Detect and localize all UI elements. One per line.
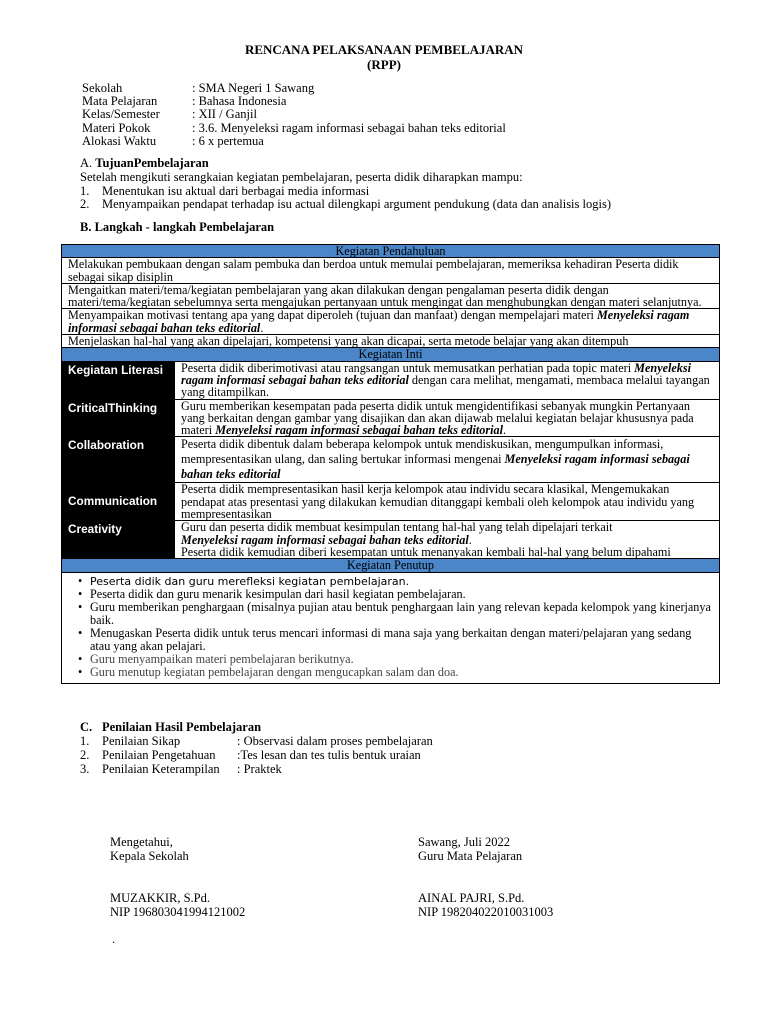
info-row: Alokasi Waktu : 6 x pertemua xyxy=(82,133,264,148)
teacher-name: AINAL PAJRI, S.Pd. xyxy=(418,891,525,905)
info-row: Mata Pelajaran : Bahasa Indonesia xyxy=(82,94,287,109)
list-item: • Guru menyampaikan materi pembelajaran berikutnya. xyxy=(78,651,354,666)
creativity-text: Guru dan peserta didik membuat kesimpulan tentang hal-hal yang telah dipelajari terkait Menyeleksi ragam informasi sebagai bahan teks editorial. Peserta didik kemudian diberi kesempatan untuk menanyakan kembali hal-hal yang belum dipahami xyxy=(175,521,720,559)
list-item: • Peserta didik dan guru menarik kesimpulan dari hasil kegiatan pembelajaran. xyxy=(78,586,466,601)
list-item: 1. Penilaian Sikap : Observasi dalam proses pembelajaran xyxy=(80,734,433,748)
section-a-body xyxy=(80,171,611,212)
creativity-label: Creativity xyxy=(62,521,175,559)
literasi-text: Peserta didik diberimotivasi atau rangsangan untuk memusatkan perhatian pada topic materi Menyeleksi ragam informasi sebagai bahan teks editorial dengan cara melihat, mengamati, membaca melalui tayangan yang ditampilkan. xyxy=(175,361,720,399)
table-row: Menjelaskan hal-hal yang akan dipelajari, kompetensi yang akan dicapai, serta metode belajar yang akan ditempuh xyxy=(62,335,720,348)
list-item: 3. Penilaian Keterampilan : Praktek xyxy=(80,762,282,776)
footer-dot: . xyxy=(112,932,116,946)
pendahuluan-header: Kegiatan Pendahuluan xyxy=(62,245,720,258)
info-row: Sekolah : SMA Negeri 1 Sawang xyxy=(82,81,315,95)
penutup-header: Kegiatan Penutup xyxy=(62,559,720,572)
list-item: • Guru memberikan penghargaan (misalnya pujian atau bentuk penghargaan lain yang relevan kepada kelompok yang kinerjanya baik. xyxy=(78,599,711,627)
section-a-heading: A. TujuanPembelajaran xyxy=(80,156,209,170)
table-row: Mengaitkan materi/tema/kegiatan pembelajaran yang akan dilakukan dengan pengalaman peserta didik dengan materi/tema/kegiatan sebelumnya serta mengajukan pertanyaan untuk mengingat dan menghubungkan dengan materi selanjutnya. xyxy=(62,283,720,309)
teacher-nip: NIP 198204022010031003 xyxy=(418,905,554,919)
section-c xyxy=(80,720,433,776)
penutup-list-cell xyxy=(62,572,720,683)
collaboration-label: Collaboration xyxy=(62,437,175,483)
literasi-label: Kegiatan Literasi xyxy=(62,361,175,399)
critical-thinking-text: Guru memberikan kesempatan pada peserta didik untuk mengidentifikasi sebanyak mungkin Pertanyaan yang berkaitan dengan gambar yang disajikan dan akan dijawab melalui kegiatan belajar khususnya pada materi Menyeleksi ragam informasi sebagai bahan teks editorial. xyxy=(175,399,720,437)
identity-table xyxy=(82,82,506,148)
list-item: 2. Penilaian Pengetahuan :Tes lesan dan tes tulis bentuk uraian xyxy=(80,748,421,762)
signature-left: Mengetahui, Kepala Sekolah MUZAKKIR, S.Pd. NIP 196803041994121002 xyxy=(110,835,246,919)
critical-thinking-label: CriticalThinking xyxy=(62,399,175,437)
section-b-heading: B. Langkah - langkah Pembelajaran xyxy=(80,220,275,234)
collaboration-text: Peserta didik dibentuk dalam beberapa kelompok untuk mendiskusikan, mengumpulkan informasi, mempresentasikan ulang, dan saling bertukar informasi mengenai Menyeleksi ragam informasi sebagai bahan teks editorial xyxy=(175,437,720,483)
learning-steps-table xyxy=(61,244,720,684)
signature-right: Sawang, Juli 2022 Guru Mata Pelajaran AINAL PAJRI, S.Pd. NIP 198204022010031003 xyxy=(418,835,554,919)
headmaster-name: MUZAKKIR, S.Pd. xyxy=(110,891,211,905)
list-item: 1. Menentukan isu aktual dari berbagai media informasi xyxy=(80,183,370,198)
section-c-heading: C. Penilaian Hasil Pembelajaran xyxy=(80,720,262,734)
headmaster-nip: NIP 196803041994121002 xyxy=(110,905,246,919)
list-item: 2. Menyampaikan pendapat terhadap isu actual dilengkapi argument pendukung (data dan analisis logis) xyxy=(80,197,611,211)
section-a-intro: Setelah mengikuti serangkaian kegiatan pembelajaran, peserta didik diharapkan mampu: xyxy=(80,170,523,184)
table-row: Menyampaikan motivasi tentang apa yang dapat diperoleh (tujuan dan manfaat) dengan mempelajari materi Menyeleksi ragam informasi sebagai bahan teks editorial. xyxy=(62,309,720,335)
penutup-list xyxy=(68,575,713,679)
info-row: Materi Pokok : 3.6. Menyeleksi ragam informasi sebagai bahan teks editorial xyxy=(82,120,506,135)
list-item: • Menugaskan Peserta didik untuk terus mencari informasi di mana saja yang berkaitan dengan materi/pelajaran yang sedang atau yang akan pelajari. xyxy=(78,625,692,653)
list-item: • Peserta didik dan guru merefleksi kegiatan pembelajaran. xyxy=(78,573,410,588)
info-row: Kelas/Semester : XII / Ganjil xyxy=(82,107,257,122)
inti-header: Kegiatan Inti xyxy=(62,348,720,361)
list-item: • Guru menutup kegiatan pembelajaran dengan mengucapkan salam dan doa. xyxy=(78,664,459,679)
document-title: RENCANA PELAKSANAAN PEMBELAJARAN xyxy=(244,42,524,57)
document-subtitle: (RPP) xyxy=(367,57,401,72)
communication-label: Communication xyxy=(62,483,175,521)
communication-text: Peserta didik mempresentasikan hasil kerja kelompok atau individu secara klasikal, Mengemukakan pendapat atas presentasi yang dilakukan kemudian ditanggapi kembali oleh kelompok atau individu yang mempresentasikan xyxy=(175,483,720,521)
table-row: Melakukan pembukaan dengan salam pembuka dan berdoa untuk memulai pembelajaran, memeriksa kehadiran Peserta didik sebagai sikap disiplin xyxy=(62,258,720,284)
